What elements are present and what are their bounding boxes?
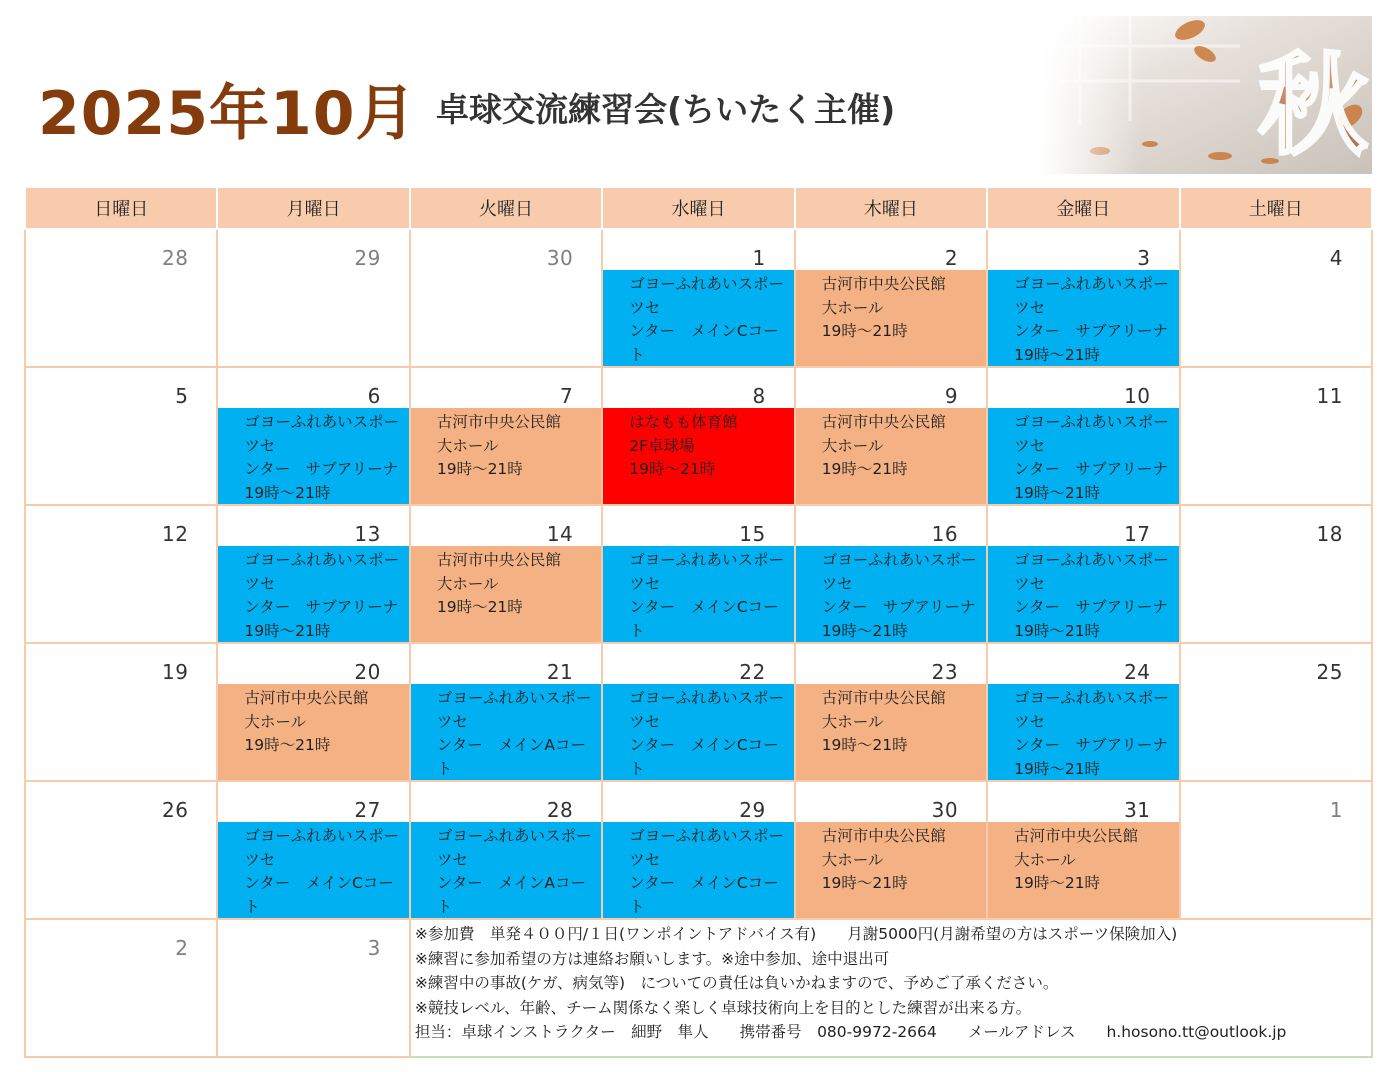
day-number: 3 [1137, 246, 1151, 270]
day-cell[interactable] [25, 919, 217, 1057]
week-row [25, 229, 1372, 367]
day-number: 23 [931, 660, 959, 684]
day-cell[interactable] [1180, 505, 1372, 643]
weekday-header: 日曜日 [25, 187, 217, 229]
day-number: 27 [354, 798, 381, 822]
practice-session[interactable]: はなもも体育館 2F卓球場 19時～21時 [603, 408, 793, 504]
practice-session[interactable]: ゴヨーふれあいスポーツセ ンター サブアリーナ 19時～21時 [988, 270, 1178, 366]
autumn-illustration [1040, 16, 1372, 174]
week-row [25, 505, 1372, 643]
day-number: 29 [739, 798, 766, 822]
practice-session[interactable]: ゴヨーふれあいスポーツセ ンター サブアリーナ 19時～21時 [988, 684, 1178, 780]
weekday-header: 水曜日 [602, 187, 794, 229]
day-cell[interactable] [795, 229, 987, 367]
practice-session[interactable]: 古河市中央公民館 大ホール 19時～21時 [796, 408, 986, 504]
day-number: 1 [752, 246, 766, 270]
event-subtitle: 卓球交流練習会(ちいたく主催) [436, 90, 896, 129]
day-cell[interactable] [217, 367, 409, 505]
week-row [25, 367, 1372, 505]
day-number: 14 [546, 522, 574, 546]
day-number: 28 [546, 798, 574, 822]
day-number: 28 [161, 246, 189, 270]
day-cell[interactable] [410, 643, 602, 781]
practice-session[interactable]: ゴヨーふれあいスポーツセ ンター メインAコート [411, 684, 601, 780]
practice-session[interactable]: 古河市中央公民館 大ホール 19時～21時 [796, 822, 986, 918]
day-number: 1 [1329, 798, 1343, 822]
day-number: 25 [1316, 660, 1343, 684]
day-cell[interactable] [795, 505, 987, 643]
weekday-header: 火曜日 [410, 187, 602, 229]
day-cell[interactable] [602, 643, 794, 781]
weekday-header: 土曜日 [1180, 187, 1372, 229]
weekday-header: 月曜日 [217, 187, 409, 229]
weekday-header: 金曜日 [987, 187, 1179, 229]
day-number: 20 [354, 660, 381, 684]
day-number: 11 [1316, 384, 1343, 408]
day-number: 13 [354, 522, 381, 546]
day-number: 9 [944, 384, 959, 408]
day-cell[interactable] [987, 367, 1179, 505]
day-number: 3 [367, 936, 381, 960]
day-cell[interactable] [25, 229, 217, 367]
day-cell[interactable] [987, 781, 1179, 919]
day-cell[interactable] [602, 505, 794, 643]
day-number: 30 [546, 246, 574, 270]
day-cell[interactable] [795, 781, 987, 919]
practice-session[interactable]: ゴヨーふれあいスポーツセ ンター メインAコート [411, 822, 601, 918]
day-number: 30 [931, 798, 959, 822]
practice-session[interactable]: ゴヨーふれあいスポーツセ ンター メインCコート [603, 546, 793, 642]
day-cell[interactable] [1180, 229, 1372, 367]
day-number: 24 [1124, 660, 1151, 684]
note-line: ※練習に参加希望の方は連絡お願いします。※途中参加、途中退出可 [414, 949, 890, 968]
day-cell[interactable] [410, 781, 602, 919]
day-cell[interactable] [987, 643, 1179, 781]
day-number: 26 [161, 798, 189, 822]
notes-cell [410, 919, 1372, 1057]
note-line: ※参加費 単発４００円/１日(ワンポイントアドバイス有) 月謝5000円(月謝希望の方はスポーツ保険加入) [414, 925, 1178, 943]
day-number: 6 [367, 384, 381, 408]
day-number: 12 [161, 522, 189, 546]
day-cell[interactable] [795, 643, 987, 781]
notes-row [25, 919, 1372, 1057]
day-number: 21 [546, 660, 574, 684]
day-number: 2 [175, 936, 189, 960]
practice-session[interactable]: 古河市中央公民館 大ホール 19時～21時 [411, 408, 601, 504]
day-cell[interactable] [410, 505, 602, 643]
practice-session[interactable]: ゴヨーふれあいスポーツセ ンター サブアリーナ 19時～21時 [218, 546, 408, 642]
practice-session[interactable]: 古河市中央公民館 大ホール 19時～21時 [796, 270, 986, 366]
practice-session[interactable]: 古河市中央公民館 大ホール 19時～21時 [218, 684, 408, 780]
practice-session[interactable]: ゴヨーふれあいスポーツセ ンター メインCコート [218, 822, 408, 918]
day-number: 15 [739, 522, 766, 546]
practice-session[interactable]: ゴヨーふれあいスポーツセ ンター メインCコート [603, 270, 793, 366]
week-row [25, 781, 1372, 919]
day-cell[interactable] [795, 367, 987, 505]
day-number: 22 [739, 660, 766, 684]
note-line: ※競技レベル、年齢、チーム関係なく楽しく卓球技術向上を目的とした練習が出来る方。 [414, 998, 1032, 1017]
day-number: 17 [1124, 522, 1151, 546]
day-cell[interactable] [25, 367, 217, 505]
day-number: 4 [1329, 246, 1343, 270]
day-number: 7 [560, 384, 574, 408]
practice-session[interactable]: 古河市中央公民館 大ホール 19時～21時 [796, 684, 986, 780]
practice-session[interactable]: ゴヨーふれあいスポーツセ ンター メインCコート [603, 822, 793, 918]
day-cell[interactable] [1180, 781, 1372, 919]
note-line: ※練習中の事故(ケガ、病気等) についての責任は負いかねますので、予めご了承ください。 [414, 974, 1059, 992]
practice-session[interactable]: ゴヨーふれあいスポーツセ ンター サブアリーナ 19時～21時 [988, 408, 1178, 504]
day-cell[interactable] [1180, 643, 1372, 781]
day-number: 5 [175, 384, 189, 408]
practice-session[interactable]: 古河市中央公民館 大ホール 19時～21時 [988, 822, 1178, 918]
day-cell[interactable] [602, 229, 794, 367]
day-cell[interactable] [25, 781, 217, 919]
day-number: 18 [1316, 522, 1343, 546]
day-number: 8 [752, 384, 766, 408]
day-cell[interactable] [217, 781, 409, 919]
day-cell[interactable] [217, 643, 409, 781]
practice-session[interactable]: ゴヨーふれあいスポーツセ ンター メインCコート [603, 684, 793, 780]
day-cell[interactable] [217, 229, 409, 367]
day-number: 29 [354, 246, 381, 270]
month-title: 2025年10月 [38, 79, 417, 149]
calendar-grid [24, 186, 1373, 1058]
contact-info: 担当：卓球インストラクター 細野 隼人 携帯番号 080-9972-2664 メールアドレス h.hosono.tt@outlook.jp [414, 1023, 1287, 1041]
week-row [25, 643, 1372, 781]
day-cell[interactable] [1180, 367, 1372, 505]
day-cell[interactable] [410, 229, 602, 367]
day-number: 19 [161, 660, 189, 684]
day-cell[interactable] [25, 505, 217, 643]
day-cell[interactable] [987, 229, 1179, 367]
day-cell[interactable] [217, 919, 409, 1057]
day-cell[interactable] [987, 505, 1179, 643]
day-number: 2 [944, 246, 959, 270]
practice-session[interactable]: ゴヨーふれあいスポーツセ ンター サブアリーナ 19時～21時 [796, 546, 986, 642]
day-cell[interactable] [217, 505, 409, 643]
notes-block [411, 920, 1371, 1045]
day-number: 10 [1124, 384, 1151, 408]
day-number: 31 [1124, 798, 1151, 822]
practice-session[interactable]: ゴヨーふれあいスポーツセ ンター サブアリーナ 19時～21時 [218, 408, 408, 504]
day-cell[interactable] [602, 781, 794, 919]
weekday-header: 木曜日 [795, 187, 987, 229]
weekday-header-row [25, 187, 1372, 229]
day-cell[interactable] [25, 643, 217, 781]
day-cell[interactable] [410, 367, 602, 505]
practice-session[interactable]: ゴヨーふれあいスポーツセ ンター サブアリーナ 19時～21時 [988, 546, 1178, 642]
practice-session[interactable]: 古河市中央公民館 大ホール 19時～21時 [411, 546, 601, 642]
day-cell[interactable] [602, 367, 794, 505]
day-number: 16 [931, 522, 959, 546]
